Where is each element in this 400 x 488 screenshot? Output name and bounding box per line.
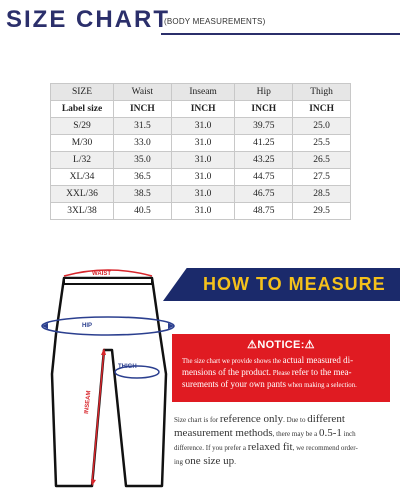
table-cell: 31.0 bbox=[171, 135, 235, 152]
table-cell: 44.75 bbox=[235, 169, 293, 186]
table-cell: 28.5 bbox=[293, 186, 351, 203]
waist-label: WAIST bbox=[92, 271, 111, 277]
table-header-row bbox=[51, 84, 351, 101]
unit-cell: INCH bbox=[293, 101, 351, 118]
unit-cell: INCH bbox=[171, 101, 235, 118]
unit-cell: Label size bbox=[51, 101, 114, 118]
title-underline bbox=[161, 33, 400, 35]
table-unit-row bbox=[51, 101, 351, 118]
table-row bbox=[51, 118, 351, 135]
note-text: , there may be a bbox=[272, 430, 319, 438]
unit-cell: INCH bbox=[114, 101, 172, 118]
table-cell: 26.5 bbox=[293, 152, 351, 169]
table-row bbox=[51, 203, 351, 220]
table-cell: 39.75 bbox=[235, 118, 293, 135]
notice-body bbox=[182, 355, 380, 391]
how-to-measure-banner bbox=[163, 268, 400, 301]
table-cell: 31.5 bbox=[114, 118, 172, 135]
thigh-label: THIGH bbox=[118, 364, 137, 370]
pants-diagram bbox=[34, 264, 184, 488]
notice-title: ⚠NOTICE:⚠ bbox=[247, 339, 315, 351]
size-table bbox=[50, 83, 351, 220]
note-emphasis: relaxed fit bbox=[247, 441, 293, 453]
table-row bbox=[51, 135, 351, 152]
notice-emphasis: mensions of the product. bbox=[182, 367, 271, 377]
table-cell: 46.75 bbox=[235, 186, 293, 203]
banner-title: HOW TO MEASURE bbox=[203, 274, 386, 294]
note-emphasis: 0.5-1 bbox=[318, 427, 342, 439]
table-cell: 25.5 bbox=[293, 135, 351, 152]
waistband bbox=[64, 278, 152, 284]
notice-emphasis: actual measured di- bbox=[282, 355, 354, 365]
unit-cell: INCH bbox=[235, 101, 293, 118]
table-cell: 35.0 bbox=[114, 152, 172, 169]
header bbox=[6, 6, 396, 36]
note-text: difference. If you prefer a bbox=[174, 444, 248, 452]
table-cell: 43.25 bbox=[235, 152, 293, 169]
notice-emphasis: surements of your own pants bbox=[182, 379, 286, 389]
table-cell: XXL/36 bbox=[51, 186, 114, 203]
notice-box bbox=[172, 334, 390, 402]
table-cell: L/32 bbox=[51, 152, 114, 169]
pants-outline bbox=[52, 278, 166, 486]
table-cell: 33.0 bbox=[114, 135, 172, 152]
note-emphasis: different bbox=[307, 413, 345, 425]
table-cell: 27.5 bbox=[293, 169, 351, 186]
table-cell: 31.0 bbox=[171, 118, 235, 135]
table-cell: 25.0 bbox=[293, 118, 351, 135]
note-text: Size chart is for bbox=[174, 416, 220, 424]
note-text: inch bbox=[341, 430, 356, 438]
note-text: . bbox=[234, 458, 236, 466]
note-text: . Due to bbox=[283, 416, 308, 424]
note-emphasis: measurement methods bbox=[174, 427, 273, 439]
table-row bbox=[51, 152, 351, 169]
table-cell: 31.0 bbox=[171, 203, 235, 220]
note-emphasis: one size up bbox=[184, 455, 235, 467]
header-cell: Inseam bbox=[171, 84, 235, 101]
table-cell: 31.0 bbox=[171, 186, 235, 203]
header-cell: Thigh bbox=[293, 84, 351, 101]
table-cell: 29.5 bbox=[293, 203, 351, 220]
notice-text: The size chart we provide shows the bbox=[182, 358, 283, 365]
table-cell: 36.5 bbox=[114, 169, 172, 186]
note-text: , we recommend order- bbox=[292, 444, 358, 452]
table-cell: 3XL/38 bbox=[51, 203, 114, 220]
table-cell: 31.0 bbox=[171, 169, 235, 186]
notice-text: Please bbox=[271, 370, 292, 377]
page-subtitle: (BODY MEASUREMENTS) bbox=[164, 17, 266, 26]
table-row bbox=[51, 169, 351, 186]
header-cell: Hip bbox=[235, 84, 293, 101]
header-cell: SIZE bbox=[51, 84, 114, 101]
table-cell: 48.75 bbox=[235, 203, 293, 220]
table-cell: XL/34 bbox=[51, 169, 114, 186]
table-cell: 41.25 bbox=[235, 135, 293, 152]
table-row bbox=[51, 186, 351, 203]
table-cell: 31.0 bbox=[171, 152, 235, 169]
header-cell: Waist bbox=[114, 84, 172, 101]
reference-note bbox=[174, 413, 394, 469]
inseam-label: INSEAM bbox=[84, 390, 93, 415]
notice-text: when making a selection. bbox=[285, 382, 357, 389]
note-emphasis: reference only bbox=[219, 413, 284, 425]
table-cell: 38.5 bbox=[114, 186, 172, 203]
table-cell: M/30 bbox=[51, 135, 114, 152]
table-cell: 40.5 bbox=[114, 203, 172, 220]
table-cell: S/29 bbox=[51, 118, 114, 135]
notice-emphasis: refer to the mea- bbox=[291, 367, 352, 377]
note-text: ing bbox=[174, 458, 185, 466]
hip-label: HIP bbox=[82, 323, 93, 329]
page-title: SIZE CHART bbox=[6, 6, 170, 33]
